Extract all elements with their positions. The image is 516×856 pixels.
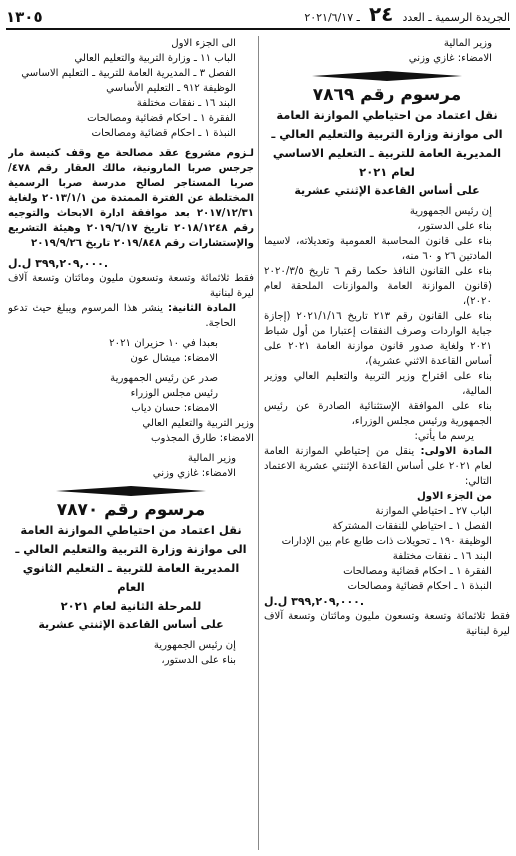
decree-title — [8, 501, 254, 521]
issue-date: ـ ٢٠٢١/٦/١٧ — [304, 11, 360, 24]
preamble-paragraph: بناء على اقتراح وزير التربية والتعليم العالي ووزير المالية، — [264, 371, 492, 397]
budget-line: الفقرة ١ ـ احكام قضائية ومصالحات — [87, 113, 236, 124]
budget-line: النبذة ١ ـ احكام قضائية ومصالحات — [91, 128, 236, 139]
decree-number: مرسوم رقم ٧٨٧٠ — [56, 500, 206, 520]
decree-heading-line: لعام ٢٠٢١ — [359, 165, 415, 179]
budget-part-heading: من الجزء الاول — [416, 491, 492, 502]
article-text: ينشر هذا المرسوم ويبلغ حيث تدعو الحاجة. — [8, 303, 236, 329]
article-text: ينقل من إحتياطي الموازنة العامة لعام ٢٠٢١ على أساس القاعدة الإثنتي عشرية الاعتماد التالي: — [264, 446, 492, 487]
budget-line: البند ١٦ ـ نفقات مختلفة — [392, 551, 492, 562]
minister-signature: الامضاء: غازي وزني — [408, 53, 492, 64]
preamble-line: إن رئيس الجمهورية — [409, 206, 492, 217]
budget-line: الفصل ١ ـ احتياطي للنفقات المشتركة — [332, 521, 492, 532]
signature-line: الامضاء: ميشال عون — [130, 353, 218, 364]
amount-in-words: فقط ثلاثمائة وتسعة وتسعون مليون ومائتان وتسعة آلاف ليرة لبنانية — [264, 611, 510, 637]
budget-part-heading: الى الجزء الاول — [171, 38, 236, 49]
divider-ornament — [312, 70, 462, 82]
column-divider — [258, 36, 259, 850]
preamble-line: بناء على الدستور، — [161, 655, 236, 666]
right-column — [264, 36, 510, 852]
article-two — [8, 301, 254, 331]
issue-number: ٢٤ — [368, 2, 394, 26]
article-one — [264, 444, 510, 489]
budget-line: الفصل ٣ ـ المديرية العامة للتربية ـ التعليم الاساسي — [21, 68, 236, 79]
article-label: المادة الاولى: — [420, 446, 492, 457]
budget-line: النبذة ١ ـ احكام قضائية ومصالحات — [347, 581, 492, 592]
decree-subtitle: على أساس القاعدة الإثنتي عشرية — [38, 618, 224, 631]
minister-title: وزير المالية — [187, 453, 236, 464]
decree-heading-line: الى موازنة وزارة التربية والتعليم العالي ـ — [271, 127, 503, 141]
purpose-paragraph: لـزوم مشروع عقد مصالحة مع وقف كنيسة مار جرجس صربا المارونية، مالك العقار رقم ٤٧٨/صربا المستاجر لصالح مدرسة صربا الرسمية المختلطة عن الفترة الممتدة من ٢٠١٣/١/١ ولغاية ٢٠١٧/١٢/٣١ بعد موافقة ادارة الابحاث والتوجيه رقم ٢٠١٨/١٢٤٨ تاريخ ٢٠١٩/٦/١٧ وهيئة التشريع والإستشارات رقم ٢٠١٩/٨٤٨ تاريخ ٢٠١٩/٩/٢٦ — [8, 148, 254, 249]
preamble-paragraph: بناء على الموافقة الإستثنائية الصادرة عن رئيس الجمهورية ورئيس مجلس الوزراء، — [264, 401, 492, 427]
decree-heading-line: نقل اعتماد من احتياطي الموازنة العامة — [276, 108, 498, 122]
amount-figure: ٣٩٩,٢٠٩,٠٠٠ ل.ل. — [8, 257, 109, 270]
decree-heading-line: للمرحلة الثانية لعام ٢٠٢١ — [60, 599, 202, 613]
preamble-line: إن رئيس الجمهورية — [153, 640, 236, 651]
decree-subtitle: على أساس القاعدة الإثنتي عشرية — [294, 184, 480, 197]
page-header — [6, 4, 510, 30]
signature-line: وزير التربية والتعليم العالي — [142, 418, 254, 429]
signature-line: الامضاء: حسان دياب — [131, 403, 218, 414]
signature-line: صدر عن رئيس الجمهورية — [110, 373, 218, 384]
divider-ornament — [56, 485, 206, 497]
page-number: ١٣٠٥ — [6, 8, 43, 26]
gazette-title: الجريدة الرسمية ـ العدد — [402, 11, 510, 24]
signature-line: رئيس مجلس الوزراء — [130, 388, 218, 399]
article-label: المادة الثانية: — [167, 303, 236, 314]
decree-heading-line: المديرية العامة للتربية ـ التعليم الاساسي — [272, 146, 502, 160]
header-title-group — [304, 2, 510, 26]
decree-heading-line: الى موازنة وزارة التربية والتعليم العالي ـ — [15, 542, 247, 556]
amount-figure: ٣٩٩,٢٠٩,٠٠٠ ل.ل. — [264, 595, 365, 608]
decree-heading-line: نقل اعتماد من احتياطي الموازنة العامة — [20, 523, 242, 537]
minister-title: وزير المالية — [443, 38, 492, 49]
signing-place-date: بعبدا في ١٠ حزيران ٢٠٢١ — [109, 338, 218, 349]
budget-line: البند ١٦ ـ نفقات مختلفة — [136, 98, 236, 109]
budget-line: الفقرة ١ ـ احكام قضائية ومصالحات — [343, 566, 492, 577]
amount-in-words: فقط ثلاثمائة وتسعة وتسعون مليون ومائتان وتسعة آلاف ليرة لبنانية — [8, 273, 254, 299]
decree-title — [264, 86, 510, 106]
preamble-paragraph: بناء على القانون النافذ حكما رقم ٦ تاريخ ٢٠٢٠/٣/٥ (قانون الموازنة العامة والموازنات الملحقة لعام ٢٠٢٠)، — [264, 266, 493, 307]
signature-line: الامضاء: طارق المجذوب — [150, 433, 254, 444]
left-column — [8, 36, 254, 852]
preamble-line: بناء على الدستور، — [417, 221, 492, 232]
budget-line: الوظيفة ٩١٢ ـ التعليم الأساسي — [106, 83, 236, 94]
preamble-paragraph: بناء على القانون رقم ٢١٣ تاريخ ٢٠٢١/١/١٦ (إجازة جباية الواردات وصرف النفقات إعتبارا من أول شباط ٢٠٢١ ولغاية صدور قانون موازنة العامة ٢٠٢١ على أساس القاعدة الاثني عشرية)، — [264, 311, 493, 367]
decree-clause: يرسم ما يأتي: — [414, 431, 474, 442]
budget-line: الباب ٢٧ ـ احتياطي الموازنة — [375, 506, 492, 517]
decree-heading-line: المديرية العامة للتربية ـ التعليم الثانوي العام — [22, 561, 240, 594]
budget-line: الوظيفة ١٩٠ ـ تحويلات ذات طابع عام بين الإدارات — [281, 536, 492, 547]
minister-signature: الامضاء: غازي وزني — [152, 468, 236, 479]
budget-line: الباب ١١ ـ وزارة التربية والتعليم العالي — [74, 53, 236, 64]
preamble-paragraph: بناء على قانون المحاسبة العمومية وتعديلاته، لاسيما المادتين ٢٦ و ٦٠ منه، — [264, 236, 492, 262]
decree-number: مرسوم رقم ٧٨٦٩ — [312, 85, 462, 105]
